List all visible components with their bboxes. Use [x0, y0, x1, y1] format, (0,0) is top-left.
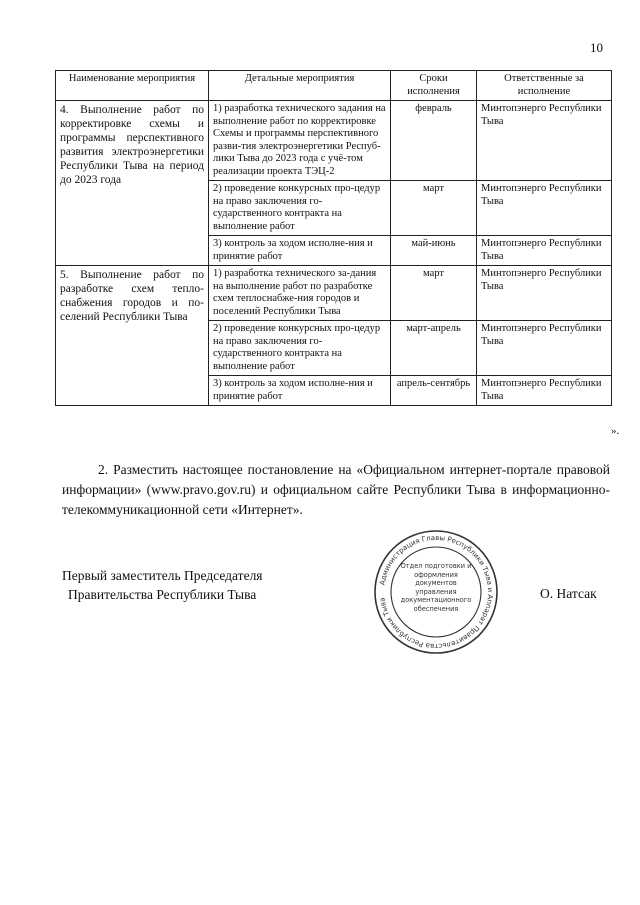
- term-cell: март-апрель: [391, 321, 477, 376]
- measures-table: [55, 70, 612, 406]
- term-cell: март: [391, 266, 477, 321]
- term-cell: май-июнь: [391, 236, 477, 266]
- detail-cell: 3) контроль за ходом исполне-ния и принятие работ: [209, 376, 391, 406]
- header-responsible: Ответственные за исполнение: [477, 71, 612, 101]
- responsible-cell: Минтопэнерго Республики Тыва: [477, 321, 612, 376]
- term-cell: март: [391, 181, 477, 236]
- detail-cell: 3) контроль за ходом исполне-ния и принятие работ: [209, 236, 391, 266]
- detail-cell: 2) проведение конкурсных про-цедур на право заключения го-сударственного контракта на выполнение работ: [209, 181, 391, 236]
- closing-quote: ».: [611, 425, 620, 437]
- header-name: Наименование мероприятия: [56, 71, 209, 101]
- table-row: [56, 101, 612, 181]
- term-cell: февраль: [391, 101, 477, 181]
- stamp-inner-text: Отдел подготовки и оформления документов управления документационного обеспечения: [400, 562, 472, 613]
- detail-cell: 1) разработка технического задания на выполнение работ по корректировке Схемы и программы перспективного разви-тия электроэнергетики Респуб-лики Тыва до 2023 года с учё-том реализации проекта ТЭЦ-2: [209, 101, 391, 181]
- official-stamp: [372, 528, 500, 656]
- term-cell: апрель-сентябрь: [391, 376, 477, 406]
- signer-title-line2: Правительства Республики Тыва: [68, 587, 257, 602]
- responsible-cell: Минтопэнерго Республики Тыва: [477, 376, 612, 406]
- measure-name: 5. Выполнение работ по разработке схем тепло-снабжения городов и по-селений Республики Тыва: [56, 266, 209, 406]
- table-row: [56, 266, 612, 321]
- responsible-cell: Минтопэнерго Республики Тыва: [477, 236, 612, 266]
- table-header-row: [56, 71, 612, 101]
- stamp-ring-text: Администрация Главы Республики Тыва и Аппарат Правительства Республики Тыва: [378, 533, 495, 651]
- page-number: 10: [590, 40, 603, 55]
- responsible-cell: Минтопэнерго Республики Тыва: [477, 266, 612, 321]
- header-term: Сроки исполнения: [391, 71, 477, 101]
- signer-title: [62, 566, 263, 604]
- detail-cell: 1) разработка технического за-дания на выполнение работ по разработке схем теплоснабже-ния городов и поселений Республики Тыва: [209, 266, 391, 321]
- signer-title-line1: Первый заместитель Председателя: [62, 568, 263, 583]
- publication-paragraph: 2. Разместить настоящее постановление на «Официальном интернет-портале правовой информации» (www.pravo.gov.ru) и официальном сайте Республики Тыва в информационно-телекоммуникационной сети «Интернет».: [62, 462, 610, 517]
- signer-name: О. Натсак: [540, 586, 597, 601]
- responsible-cell: Минтопэнерго Республики Тыва: [477, 101, 612, 181]
- header-detail: Детальные мероприятия: [209, 71, 391, 101]
- detail-cell: 2) проведение конкурсных про-цедур на право заключения го-сударственного контракта на выполнение работ: [209, 321, 391, 376]
- responsible-cell: Минтопэнерго Республики Тыва: [477, 181, 612, 236]
- measure-name: 4. Выполнение работ по корректировке схемы и программы перспективного развития электроэнергетики Республики Тыва на период до 2023 года: [56, 101, 209, 266]
